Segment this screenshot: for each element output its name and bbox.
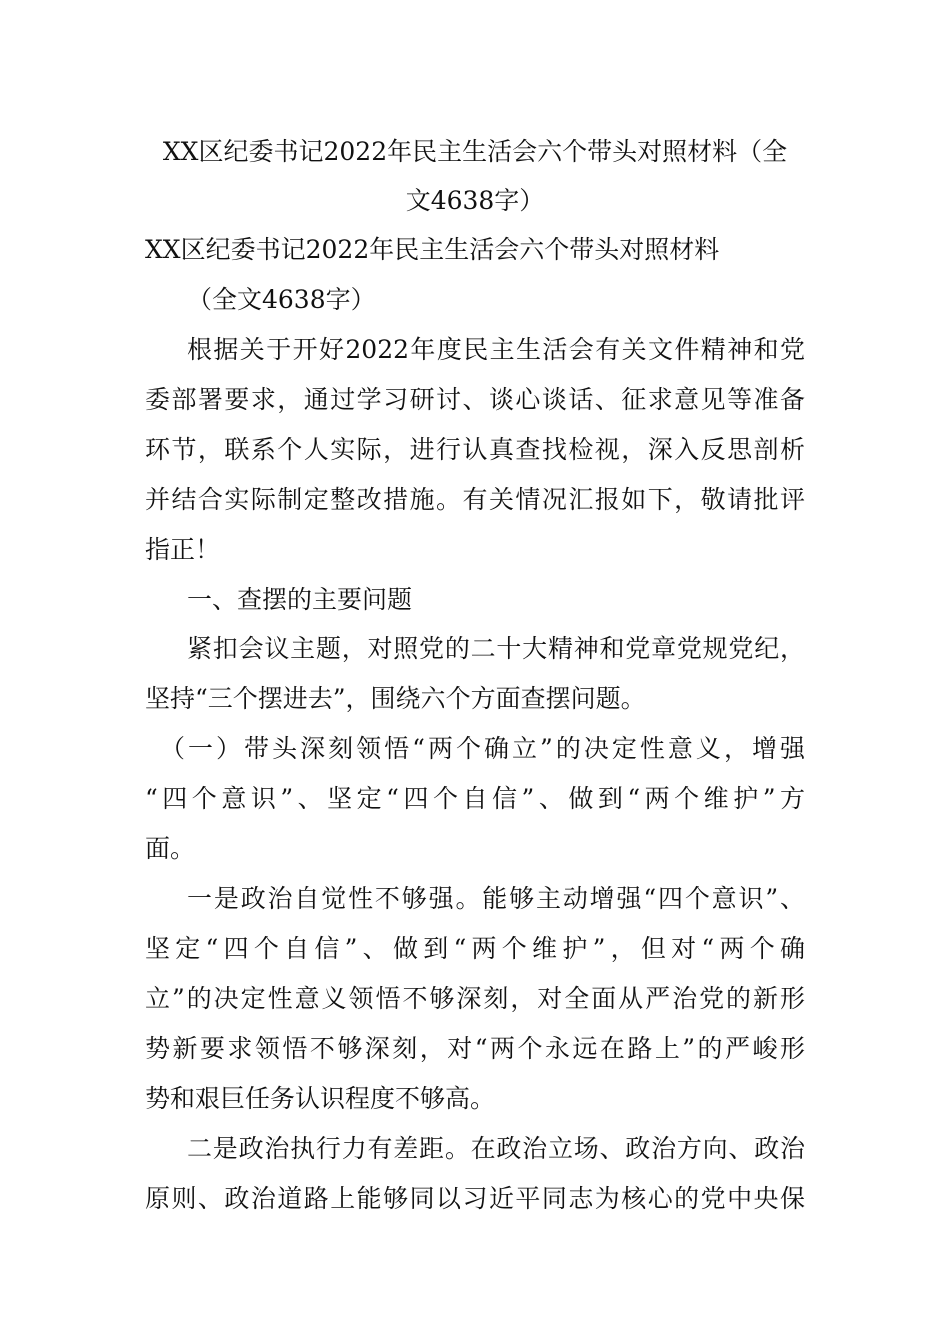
paragraph-3-line-3: 立”的决定性意义领悟不够深刻，对全面从严治党的新形 <box>145 984 805 1013</box>
document-title-line-2: 文4638字） <box>405 186 545 215</box>
document-title-line-1: XX区纪委书记2022年民主生活会六个带头对照材料（全 <box>162 137 788 166</box>
paragraph-2-line-2: 坚持“三个摆进去”，围绕六个方面查摆问题。 <box>145 684 646 713</box>
document-subtitle-line-1: XX区纪委书记2022年民主生活会六个带头对照材料 <box>145 235 720 264</box>
paragraph-3-line-2: 坚定“四个自信”、做到“两个维护”，但对“两个确 <box>145 934 805 963</box>
subsection-heading-1-line-1: （一）带头深刻领悟“两个确立”的决定性意义，增强 <box>160 734 805 763</box>
paragraph-intro-line-5: 指正！ <box>145 535 221 564</box>
subsection-heading-1-line-2: “四个意识”、坚定“四个自信”、做到“两个维护”方 <box>145 784 805 813</box>
paragraph-intro-line-2: 委部署要求，通过学习研讨、谈心谈话、征求意见等准备 <box>145 385 805 414</box>
paragraph-4-line-2: 原则、政治道路上能够同以习近平同志为核心的党中央保 <box>145 1184 805 1213</box>
paragraph-intro-line-1: 根据关于开好2022年度民主生活会有关文件精神和党 <box>187 335 805 364</box>
document-subtitle-line-2: （全文4638字） <box>187 285 376 314</box>
paragraph-2-line-1: 紧扣会议主题，对照党的二十大精神和党章党规党纪， <box>187 634 805 663</box>
paragraph-3-line-1: 一是政治自觉性不够强。能够主动增强“四个意识”、 <box>187 884 805 913</box>
paragraph-intro-line-4: 并结合实际制定整改措施。有关情况汇报如下，敬请批评 <box>145 485 805 514</box>
paragraph-intro-line-3: 环节，联系个人实际，进行认真查找检视，深入反思剖析 <box>145 435 805 464</box>
paragraph-3-line-4: 势新要求领悟不够深刻，对“两个永远在路上”的严峻形 <box>145 1034 805 1063</box>
section-heading-1: 一、查摆的主要问题 <box>187 585 413 614</box>
subsection-heading-1-line-3: 面。 <box>145 834 196 863</box>
paragraph-3-line-5: 势和艰巨任务认识程度不够高。 <box>145 1084 496 1113</box>
paragraph-4-line-1: 二是政治执行力有差距。在政治立场、政治方向、政治 <box>187 1134 805 1163</box>
